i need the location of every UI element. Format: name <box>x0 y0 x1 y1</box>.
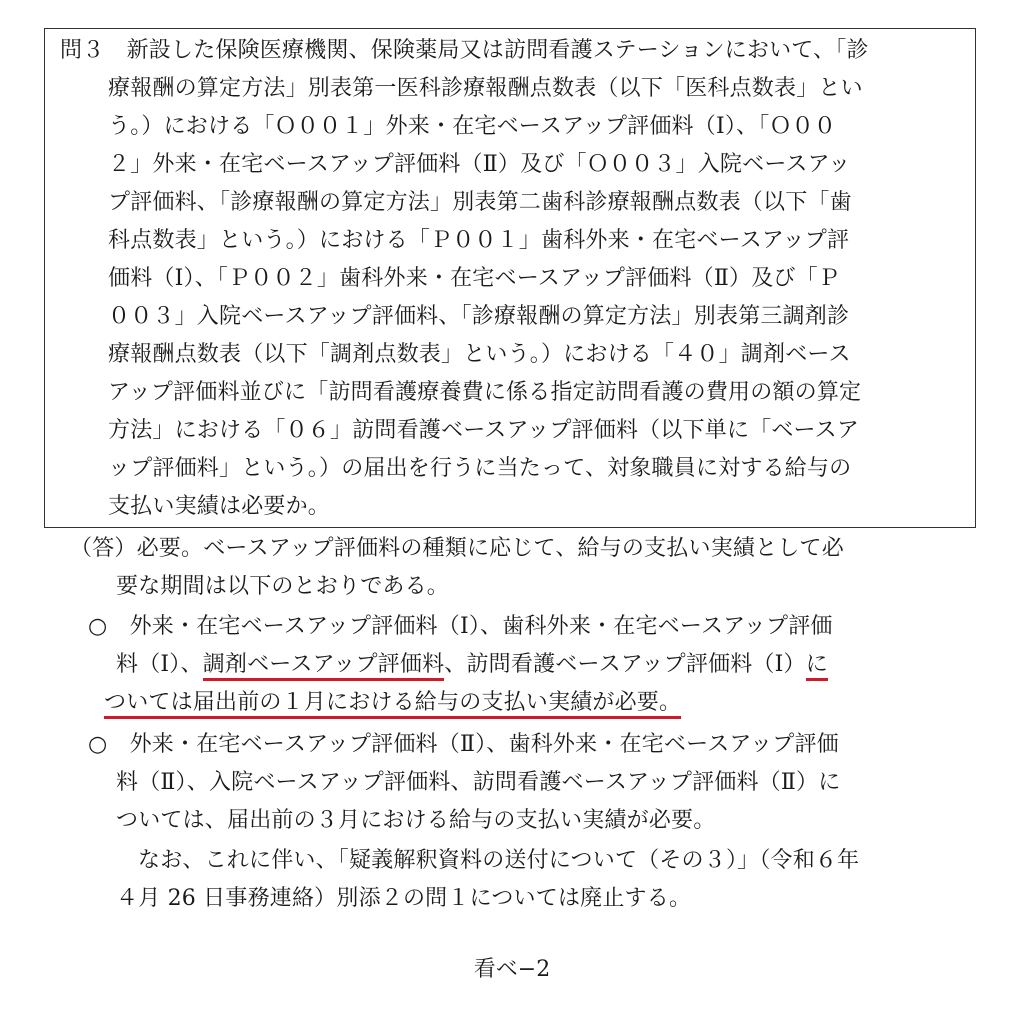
note-line: ４月 26 日事務連絡）別添２の問１については廃止する。 <box>116 886 692 911</box>
question-line: 療報酬の算定方法」別表第一医科診療報酬点数表（以下「医科点数表」とい <box>108 76 863 101</box>
bullet-1-line: ○ 外来・在宅ベースアップ評価料（Ⅰ）、歯科外来・在宅ベースアップ評価 <box>88 614 833 639</box>
bullet-1-text: 、訪問看護ベースアップ評価料（Ⅰ） <box>444 652 806 677</box>
bullet-2-line: ○ 外来・在宅ベースアップ評価料（Ⅱ）、歯科外来・在宅ベースアップ評価 <box>88 732 839 757</box>
question-line: 療報酬点数表（以下「調剤点数表」という。）における「４０」調剤ベース <box>108 342 851 367</box>
note-line: なお、これに伴い、「疑義解釈資料の送付について（その３）」（令和６年 <box>138 848 860 873</box>
bullet-2-line: ついては、届出前の３月における給与の支払い実績が必要。 <box>116 808 716 833</box>
question-line: アップ評価料並びに「訪問看護療養費に係る指定訪問看護の費用の額の算定 <box>108 380 862 405</box>
question-line: 方法」における「０６」訪問看護ベースアップ評価料（以下単に「ベースア <box>108 418 860 443</box>
question-line: 問３ 新設した保険医療機関、保険薬局又は訪問看護ステーションにおいて、「診 <box>60 38 869 63</box>
underlined-text: に <box>806 652 828 681</box>
bullet-2-line: 料（Ⅱ）、入院ベースアップ評価料、訪問看護ベースアップ評価料（Ⅱ）に <box>116 770 841 795</box>
answer-line: （答）必要。ベースアップ評価料の種類に応じて、給与の支払い実績として必 <box>70 536 844 561</box>
question-line: ２」外来・在宅ベースアップ評価料（Ⅱ）及び「Ｏ００３」入院ベースアッ <box>108 152 851 177</box>
bullet-1-line <box>116 650 828 680</box>
question-line: う。）における「Ｏ００１」外来・在宅ベースアップ評価料（Ⅰ）、「Ｏ００ <box>108 114 837 139</box>
answer-line: 要な期間は以下のとおりである。 <box>116 574 450 599</box>
underlined-dispensing-baseup: 調剤ベースアップ評価料 <box>203 652 445 681</box>
bullet-1-text: 料（Ⅰ）、 <box>116 652 203 677</box>
question-line: ップ評価料」という。）の届出を行うに当たって、対象職員に対する給与の <box>108 456 852 481</box>
bullet-1-line <box>104 688 681 718</box>
page-number: 看ベ−2 <box>473 957 551 982</box>
question-line: ００３」入院ベースアップ評価料、「診療報酬の算定方法」別表第三調剤診 <box>108 304 850 329</box>
question-line: プ評価料、「診療報酬の算定方法」別表第二歯科診療報酬点数表（以下「歯 <box>108 190 852 215</box>
question-line: 科点数表」という。）における「Ｐ００１」歯科外来・在宅ベースアップ評 <box>108 228 850 253</box>
underlined-one-month-requirement: ついては届出前の１月における給与の支払い実績が必要。 <box>104 690 681 719</box>
question-line: 支払い実績は必要か。 <box>108 494 331 519</box>
question-line: 価料（Ⅰ）、「Ｐ００２」歯科外来・在宅ベースアップ評価料（Ⅱ）及び「Ｐ <box>108 266 841 291</box>
